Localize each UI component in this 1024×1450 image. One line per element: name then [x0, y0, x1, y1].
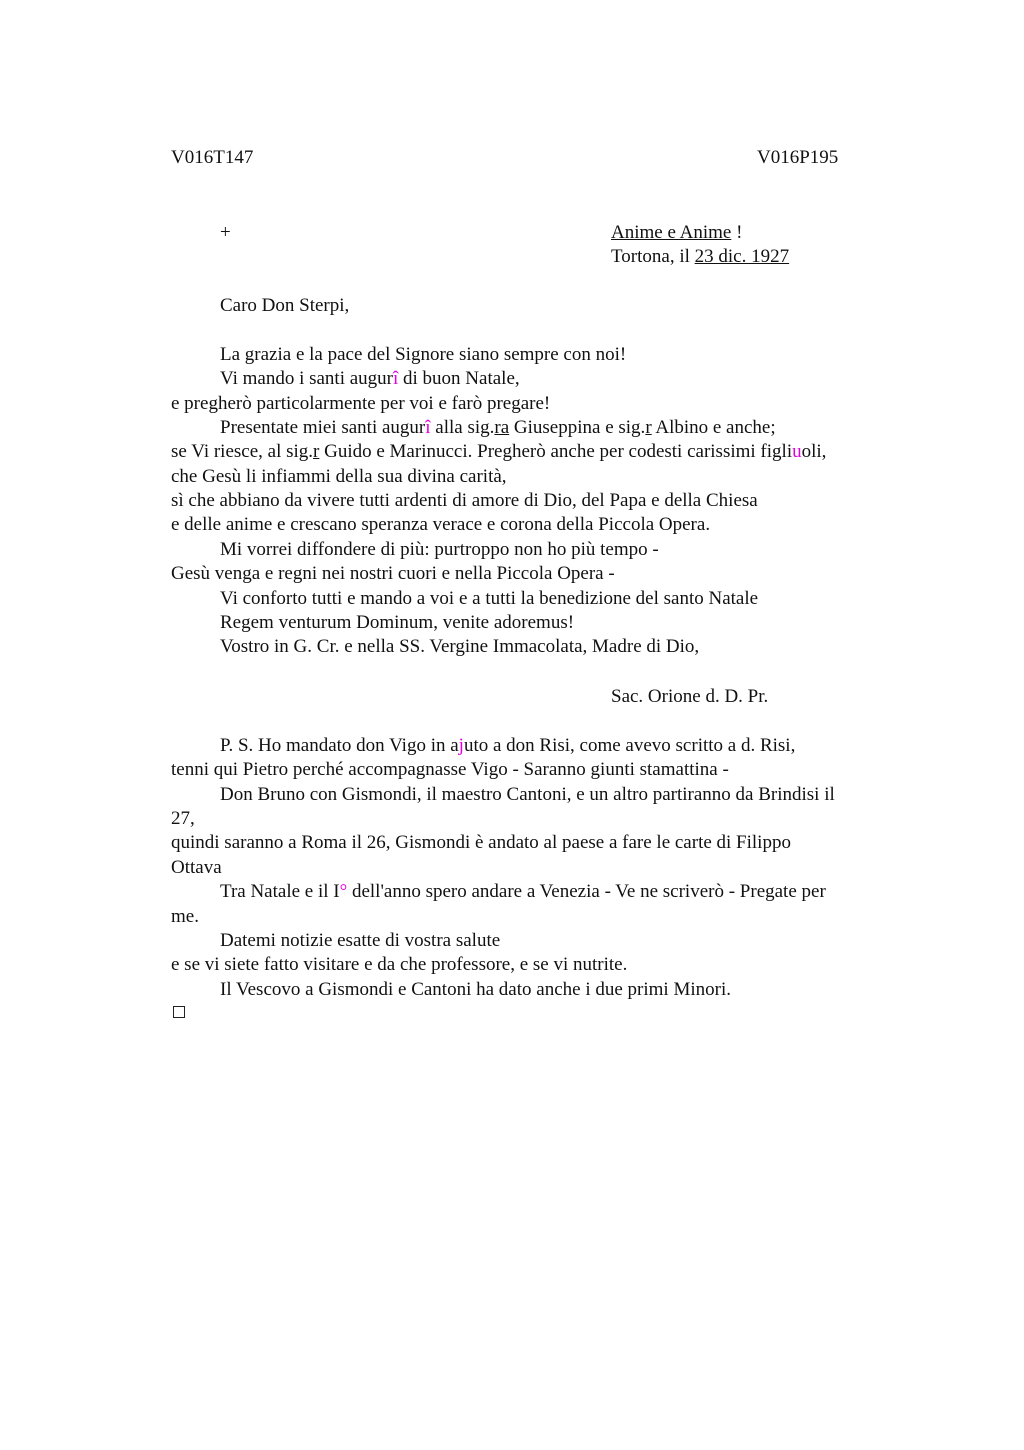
- editorial-mark: u: [792, 441, 802, 462]
- editorial-mark: î: [425, 417, 431, 438]
- body-line-4: [220, 416, 776, 440]
- body-line-6: che Gesù li infiammi della sua divina carità,: [171, 466, 507, 487]
- text-run: oli,: [801, 441, 827, 462]
- text-run: di buon Natale,: [398, 368, 520, 389]
- ps-line-6: Ottava: [171, 857, 222, 878]
- text-run: Guido e Marinucci. Pregherò anche per codesti carissimi figli: [319, 441, 793, 462]
- letter-date: 23 dic. 1927: [694, 246, 790, 267]
- body-line-7: sì che abbiano da vivere tutti ardenti di amore di Dio, del Papa e della Chiesa: [171, 490, 758, 511]
- editorial-mark: j: [458, 735, 464, 756]
- text-run: P. S. Ho mandato don Vigo in a: [220, 735, 459, 756]
- body-line-9: Mi vorrei diffondere di più: purtroppo non ho più tempo -: [220, 539, 659, 560]
- motto-text: Anime e Anime: [611, 222, 732, 243]
- document-code-left: V016T147: [171, 147, 254, 168]
- text-run: se Vi riesce, al sig.: [171, 441, 314, 462]
- abbrev-underlined: ra: [494, 417, 510, 438]
- body-line-2: [220, 367, 520, 391]
- body-line-5: [171, 440, 826, 464]
- place-date: [611, 245, 789, 269]
- document-code-right: V016P195: [757, 147, 839, 168]
- text-run: Presentate miei santi augur: [220, 417, 426, 438]
- abbrev-underlined: r: [313, 441, 320, 462]
- ps-line-1: [220, 734, 795, 758]
- ps-line-5: quindi saranno a Roma il 26, Gismondi è andato al paese a fare le carte di Filippo: [171, 832, 791, 853]
- body-line-3: e pregherò particolarmente per voi e farò pregare!: [171, 393, 551, 414]
- body-line-12: Regem venturum Dominum, venite adoremus!: [220, 612, 575, 633]
- ps-line-9: Datemi notizie esatte di vostra salute: [220, 930, 501, 951]
- text-run: Albino e anche;: [651, 417, 776, 438]
- text-run: uto a don Risi, come avevo scritto a d. Risi,: [463, 735, 796, 756]
- place-prefix: Tortona, il: [611, 246, 695, 267]
- salutation: Caro Don Sterpi,: [220, 295, 350, 316]
- editorial-mark: °: [339, 881, 348, 902]
- body-line-1: La grazia e la pace del Signore siano sempre con noi!: [220, 344, 627, 365]
- body-line-8: e delle anime e crescano speranza verace e corona della Piccola Opera.: [171, 514, 711, 535]
- ps-line-3: Don Bruno con Gismondi, il maestro Cantoni, e un altro partiranno da Brindisi il: [220, 784, 835, 805]
- ps-line-4: 27,: [171, 808, 195, 829]
- body-line-10: Gesù venga e regni nei nostri cuori e nella Piccola Opera -: [171, 563, 615, 584]
- abbrev-underlined: r: [645, 417, 652, 438]
- end-square-icon: [173, 1006, 185, 1018]
- ps-line-2: tenni qui Pietro perché accompagnasse Vigo - Saranno giunti stamattina -: [171, 759, 729, 780]
- text-run: Tra Natale e il I: [220, 881, 340, 902]
- text-run: Giuseppina e sig.: [509, 417, 646, 438]
- ps-line-10: e se vi siete fatto visitare e da che professore, e se vi nutrite.: [171, 954, 628, 975]
- text-run: dell'anno spero andare a Venezia - Ve ne scriverò - Pregate per: [347, 881, 826, 902]
- text-run: alla sig.: [430, 417, 495, 438]
- text-run: Vi mando i santi augur: [220, 368, 393, 389]
- cross-mark: +: [220, 222, 231, 243]
- signature: Sac. Orione d. D. Pr.: [611, 686, 769, 707]
- ps-line-7: [220, 880, 826, 904]
- motto: [611, 221, 742, 245]
- ps-line-11: Il Vescovo a Gismondi e Cantoni ha dato anche i due primi Minori.: [220, 979, 731, 1000]
- editorial-mark: î: [393, 368, 399, 389]
- body-line-13: Vostro in G. Cr. e nella SS. Vergine Immacolata, Madre di Dio,: [220, 636, 700, 657]
- ps-line-8: me.: [171, 906, 199, 927]
- motto-tail: !: [731, 222, 743, 243]
- body-line-11: Vi conforto tutti e mando a voi e a tutti la benedizione del santo Natale: [220, 588, 759, 609]
